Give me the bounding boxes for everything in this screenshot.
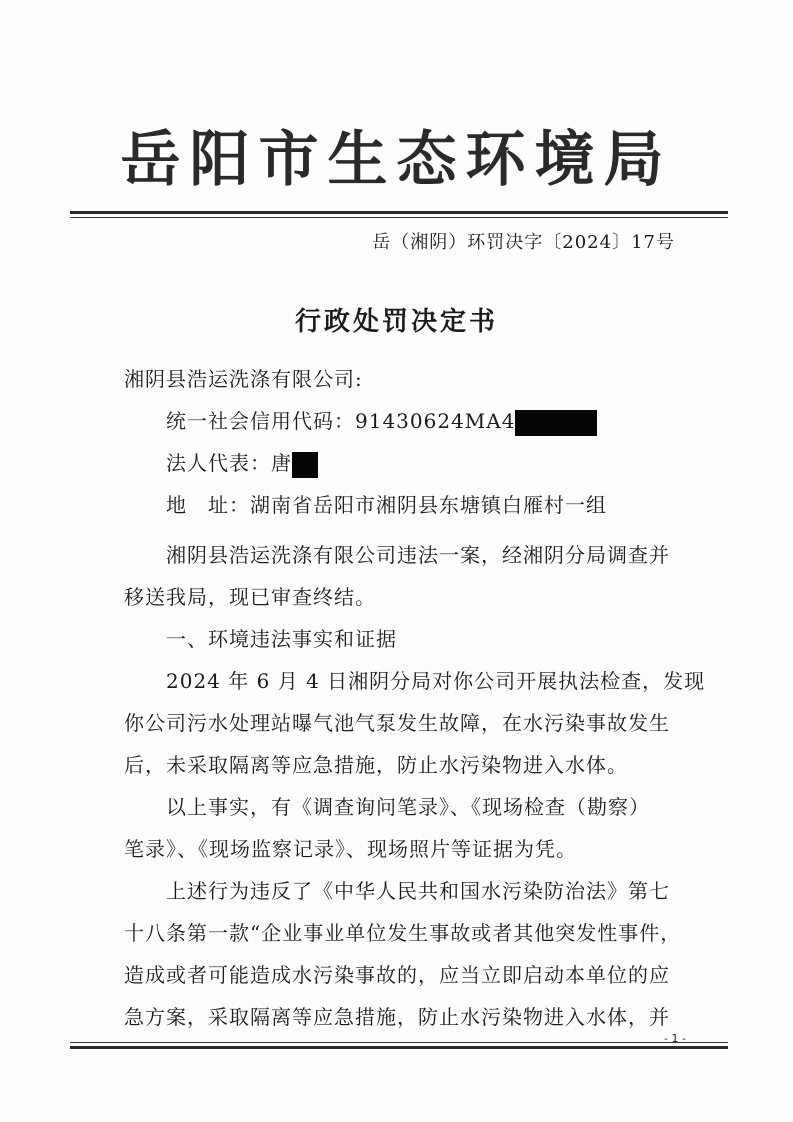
document-number: 岳（湘阴）环罚决字〔2024〕17号 bbox=[372, 232, 675, 253]
redaction-block bbox=[515, 410, 597, 436]
address-label: 地 址： bbox=[166, 493, 250, 517]
paragraph-line: 后，未采取隔离等应急措施，防止水污染物进入水体。 bbox=[124, 753, 628, 777]
credit-code-line bbox=[166, 404, 597, 438]
paragraph-line: 急方案，采取隔离等应急措施，防止水污染物进入水体，并 bbox=[124, 1005, 670, 1029]
legal-rep-line bbox=[166, 446, 318, 480]
letterhead-rule-thick bbox=[70, 211, 728, 214]
credit-code-label: 统一社会信用代码： bbox=[166, 409, 355, 433]
address-line bbox=[166, 488, 607, 522]
document-title: 行政处罚决定书 bbox=[294, 307, 498, 337]
legal-rep-label: 法人代表： bbox=[166, 451, 271, 475]
agency-letterhead: 岳阳市生态环境局 bbox=[120, 125, 673, 195]
letterhead-rule-thin bbox=[70, 217, 728, 218]
page-number: - 1 - bbox=[664, 1032, 686, 1045]
paragraph-line: 十八条第一款“企业事业单位发生事故或者其他突发性事件， bbox=[124, 921, 682, 945]
paragraph-line: 造成或者可能造成水污染事故的，应当立即启动本单位的应 bbox=[124, 963, 670, 987]
paragraph-line: 移送我局，现已审查终结。 bbox=[124, 585, 376, 609]
paragraph-line: 上述行为违反了《中华人民共和国水污染防治法》第七 bbox=[166, 879, 670, 903]
paragraph-line: 2024 年 6 月 4 日湘阴分局对你公司开展执法检查，发现 bbox=[166, 669, 706, 693]
footer-rule-thick bbox=[70, 1046, 728, 1049]
addressee: 湘阴县浩运洗涤有限公司: bbox=[124, 367, 363, 391]
paragraph-line: 你公司污水处理站曝气池气泵发生故障，在水污染事故发生 bbox=[124, 711, 670, 735]
paragraph-line: 湘阴县浩运洗涤有限公司违法一案，经湘阴分局调查并 bbox=[166, 543, 670, 567]
paragraph-line: 以上事实，有《调查询问笔录》、《现场检查（勘察） bbox=[166, 795, 650, 819]
legal-rep-value: 唐 bbox=[271, 451, 292, 475]
address-value: 湖南省岳阳市湘阴县东塘镇白雁村一组 bbox=[250, 493, 607, 517]
credit-code-value: 91430624MA4 bbox=[355, 409, 516, 433]
redaction-block bbox=[292, 452, 318, 478]
footer-rule-thin bbox=[70, 1042, 728, 1043]
section-heading: 一、环境违法事实和证据 bbox=[166, 627, 397, 651]
paragraph-line: 笔录》、《现场监察记录》、现场照片等证据为凭。 bbox=[124, 837, 577, 861]
